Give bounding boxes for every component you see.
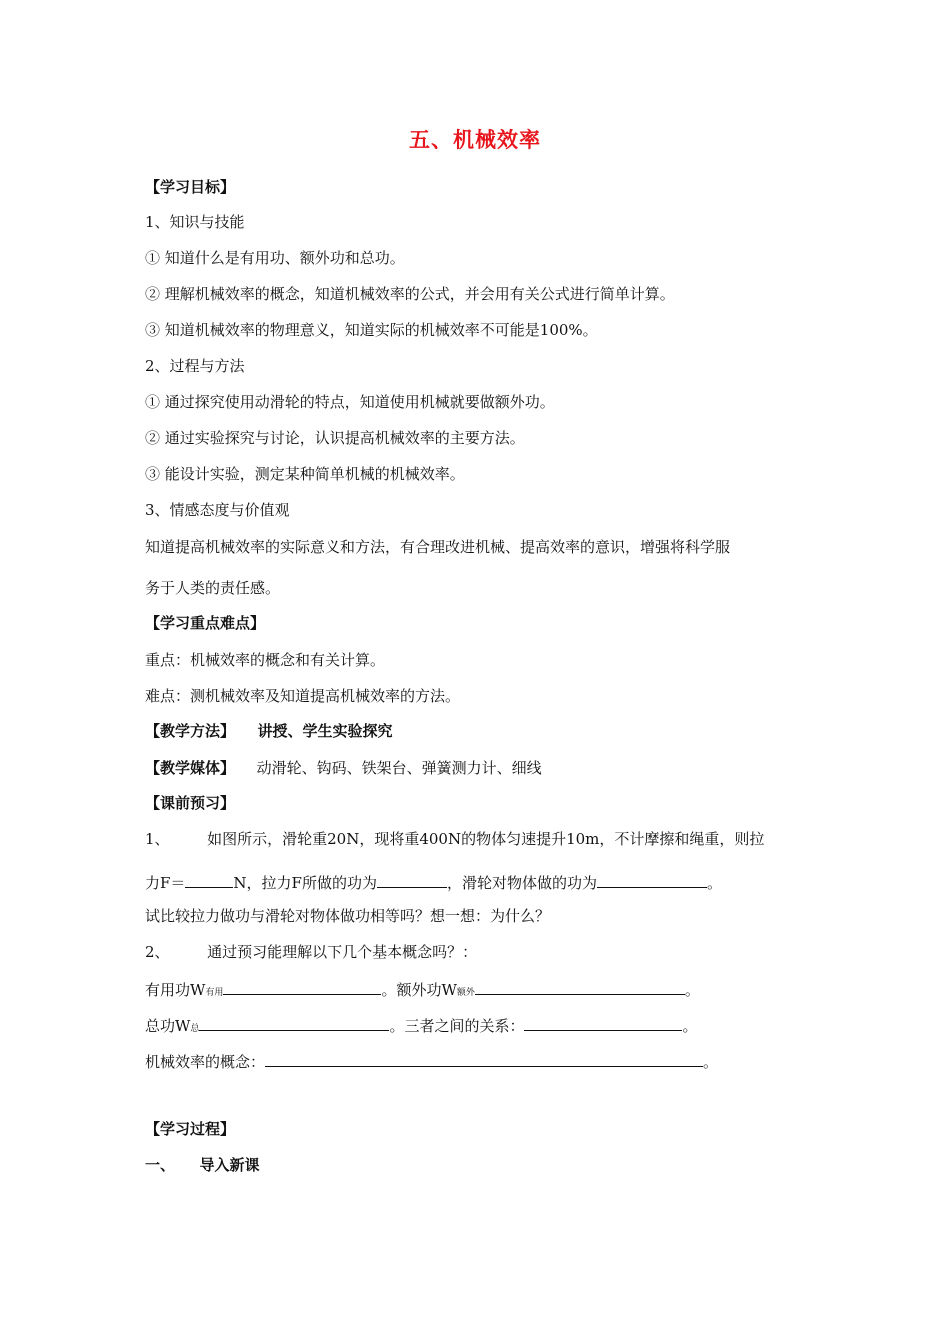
keypoints-heading: 【学习重点难点】 (145, 614, 266, 632)
goal-2b: ② 通过实验探究与讨论，认识提高机械效率的主要方法。 (145, 429, 525, 447)
total-work-blank[interactable] (199, 1014, 389, 1031)
q1-number: 1、 (145, 830, 170, 848)
relation-blank[interactable] (524, 1014, 682, 1031)
preview-q1-line2 (145, 871, 722, 893)
media-label: 【教学媒体】 (145, 759, 236, 777)
keypoint-difficulty: 难点：测机械效率及知道提高机械效率的方法。 (145, 687, 461, 705)
q1-work-label: N，拉力F所做的功为 (233, 874, 377, 892)
efficiency-row (145, 1050, 718, 1072)
goal-1-heading: 1、知识与技能 (145, 213, 245, 231)
preview-heading: 【课前预习】 (145, 794, 236, 812)
preview-q1-line3: 试比较拉力做功与滑轮对物体做功相等吗？想一想：为什么？ (145, 907, 551, 925)
total-work-row (145, 1014, 697, 1039)
media-row (145, 758, 542, 778)
media-value: 动滑轮、钩码、铁架台、弹簧测力计、细线 (256, 759, 542, 777)
extra-work-label: 。额外功W (381, 981, 457, 999)
goal-1a: ① 知道什么是有用功、额外功和总功。 (145, 249, 405, 267)
useful-work-blank[interactable] (223, 978, 381, 995)
process-heading: 【学习过程】 (145, 1120, 236, 1138)
method-row (145, 721, 393, 741)
goal-3-heading: 3、情感态度与价值观 (145, 501, 290, 519)
q2-number: 2、 (145, 943, 170, 961)
goal-3a: 知道提高机械效率的实际意义和方法，有合理改进机械、提高效率的意识，增强将科学服 (145, 538, 731, 556)
q1-text: 如图所示，滑轮重20N，现将重400N的物体匀速提升10m，不计摩擦和绳重，则拉 (207, 830, 765, 848)
goal-2c: ③ 能设计实验，测定某种简单机械的机械效率。 (145, 465, 465, 483)
goals-heading: 【学习目标】 (145, 178, 236, 196)
goal-2-heading: 2、过程与方法 (145, 357, 245, 375)
force-blank[interactable] (185, 871, 233, 888)
goal-2a: ① 通过探究使用动滑轮的特点，知道使用机械就要做额外功。 (145, 393, 555, 411)
total-work-subscript: 总 (190, 1024, 200, 1034)
total-work-label: 总功W (145, 1017, 191, 1035)
work-blank[interactable] (377, 871, 447, 888)
q1-pulley-work-label: ，滑轮对物体做的功为 (446, 874, 597, 892)
pulley-work-blank[interactable] (597, 871, 707, 888)
efficiency-label: 机械效率的概念： (145, 1053, 266, 1071)
keypoint-focus: 重点：机械效率的概念和有关计算。 (145, 651, 386, 669)
goal-1b: ② 理解机械效率的概念，知道机械效率的公式，并会用有关公式进行简单计算。 (145, 285, 675, 303)
preview-q2 (145, 942, 477, 962)
page-title: 五、机械效率 (409, 128, 541, 152)
useful-work-row (145, 978, 700, 1003)
extra-work-subscript: 额外 (456, 988, 475, 998)
section-1-text: 导入新课 (199, 1156, 260, 1174)
goal-3b: 务于人类的责任感。 (145, 579, 281, 597)
q2-text: 通过预习能理解以下几个基本概念吗？： (207, 943, 478, 961)
useful-work-label: 有用功W (145, 981, 206, 999)
goal-1c: ③ 知道机械效率的物理意义，知道实际的机械效率不可能是100%。 (145, 321, 598, 339)
extra-work-blank[interactable] (475, 978, 685, 995)
section-1-heading (145, 1155, 260, 1175)
q1-force-label: 力F＝ (145, 874, 186, 892)
preview-q1 (145, 829, 764, 849)
total-row-period: 。 (682, 1017, 698, 1035)
efficiency-period: 。 (703, 1053, 719, 1071)
method-label: 【教学方法】 (145, 722, 236, 740)
useful-row-period: 。 (684, 981, 700, 999)
useful-work-subscript: 有用 (205, 988, 224, 998)
efficiency-blank[interactable] (265, 1050, 703, 1067)
section-1-number: 一、 (145, 1156, 176, 1174)
relation-label: 。三者之间的关系： (389, 1017, 525, 1035)
q1-period: 。 (706, 874, 722, 892)
method-value: 讲授、学生实验探究 (257, 722, 393, 740)
